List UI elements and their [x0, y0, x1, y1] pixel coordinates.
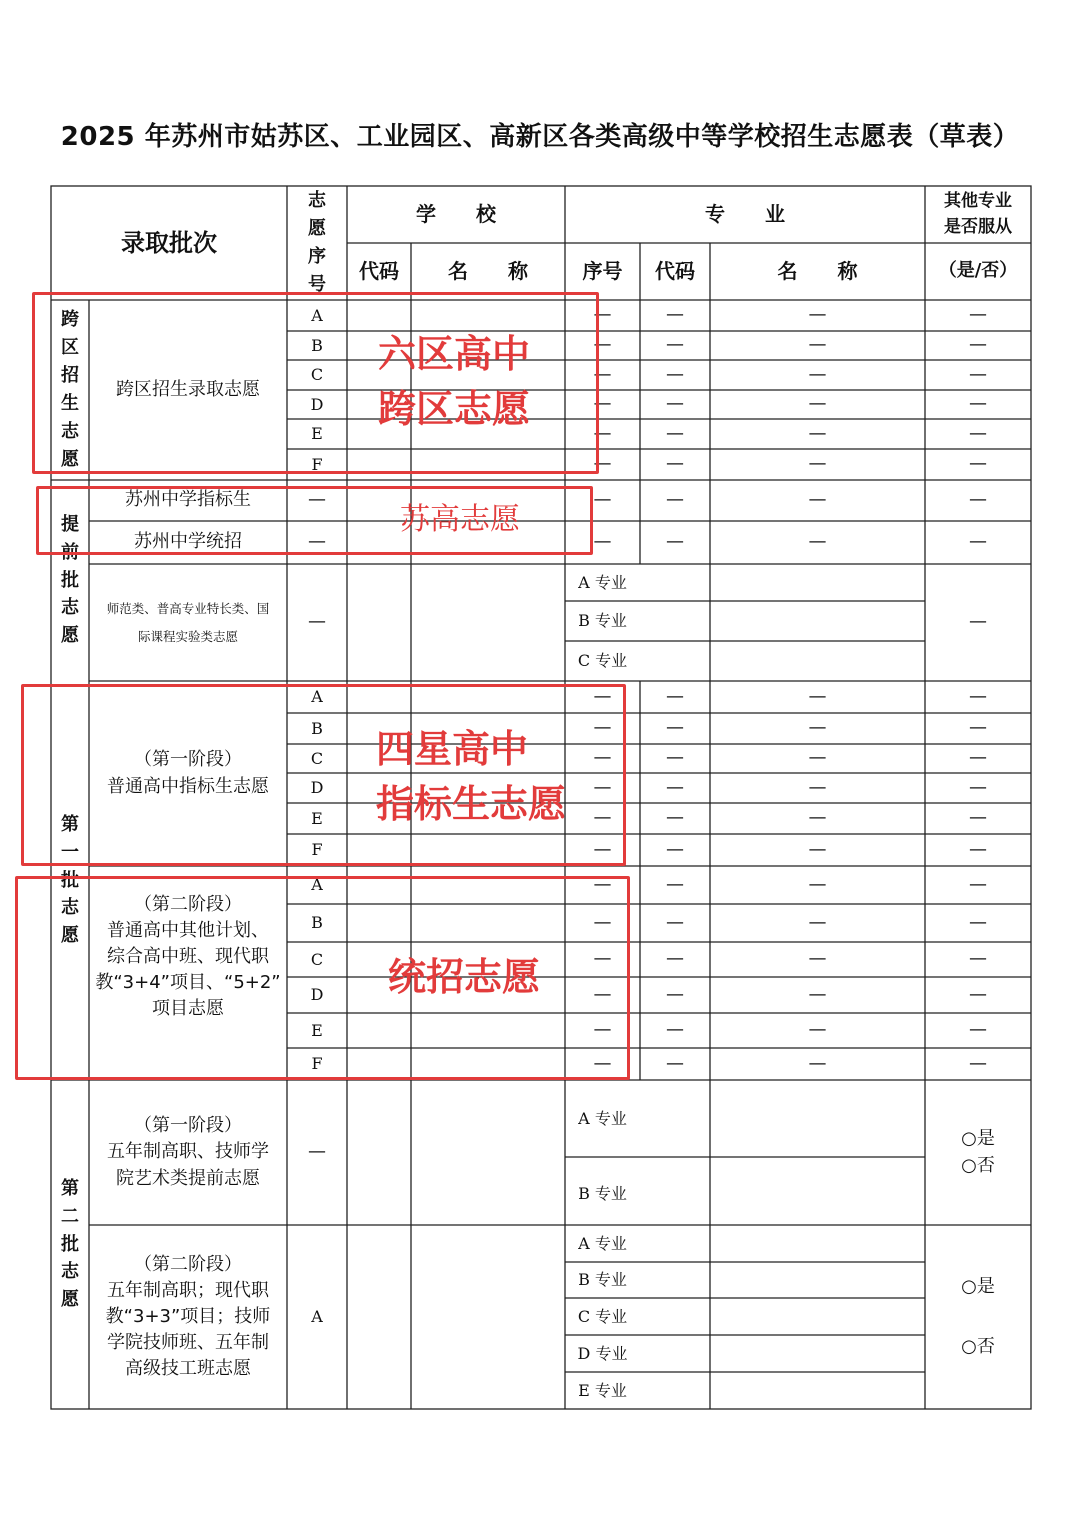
annotation-star	[376, 722, 566, 832]
major-label: D 专业	[577, 1343, 628, 1363]
header-school-code: 代码	[359, 259, 399, 283]
group-label-char: 生	[61, 393, 79, 414]
major-name-dash: —	[808, 1019, 827, 1041]
major-seq-dash: —	[593, 453, 612, 475]
obey-dash: —	[969, 489, 987, 511]
order-letter: C	[310, 949, 324, 969]
order-letter: E	[311, 424, 323, 444]
major-seq-dash: —	[593, 838, 612, 860]
choice-no[interactable]: ○否	[961, 1154, 995, 1176]
category-line: 高级技工班志愿	[125, 1358, 251, 1380]
obey-dash: —	[969, 717, 987, 739]
major-code-dash: —	[666, 807, 684, 829]
major-seq-dash: —	[593, 363, 612, 385]
header-obey	[925, 186, 1031, 243]
category-line: （第二阶段）	[134, 894, 242, 915]
major-code-dash: —	[666, 393, 684, 415]
major-seq-dash: —	[593, 776, 612, 798]
major-seq-dash: —	[593, 489, 612, 511]
major-code-dash: —	[666, 363, 684, 385]
header-order-char: 愿	[308, 218, 326, 240]
major-code-dash: —	[666, 948, 684, 970]
category-suzhong-unified: 苏州中学统招	[134, 531, 242, 553]
group-label-second	[51, 1080, 89, 1409]
group-label-char: 志	[61, 1261, 79, 1283]
major-name-dash: —	[808, 422, 827, 444]
category-line: （第二阶段）	[134, 1253, 242, 1275]
obey-choice	[925, 1225, 1031, 1409]
header-major-name: 名 称	[777, 259, 858, 283]
major-code-dash: —	[666, 983, 684, 1005]
category-second-stage2	[89, 1225, 287, 1409]
major-label: B 专业	[578, 611, 627, 631]
category-cross: 跨区招生录取志愿	[116, 378, 260, 400]
obey-dash: —	[969, 422, 987, 444]
obey-dash: —	[969, 453, 987, 475]
major-name-dash: —	[808, 948, 827, 970]
obey-dash: —	[969, 334, 987, 356]
major-code-dash: —	[666, 747, 684, 769]
group-label-char: 前	[61, 541, 79, 563]
major-seq-dash: —	[593, 393, 612, 415]
major-seq-dash: —	[593, 531, 612, 553]
major-seq-dash: —	[593, 807, 612, 829]
major-label: A 专业	[578, 1233, 627, 1253]
header-school-name: 名 称	[448, 259, 528, 283]
major-code-dash: —	[666, 489, 684, 511]
header-order	[287, 186, 347, 300]
major-seq-dash: —	[593, 948, 612, 970]
major-label: B 专业	[578, 1270, 627, 1290]
group-label-char: 一	[61, 841, 79, 863]
category-special	[89, 564, 287, 681]
major-name-dash: —	[808, 983, 827, 1005]
major-name-dash: —	[808, 685, 827, 707]
major-code-dash: —	[666, 717, 684, 739]
order-letter: C	[310, 365, 324, 385]
annotation-line: 四星高中	[376, 727, 529, 771]
category-line: 师范类、普高专业特长类、国	[106, 601, 270, 616]
header-batch: 录取批次	[121, 228, 217, 257]
major-label: B 专业	[578, 1183, 627, 1203]
group-label-char: 愿	[61, 448, 79, 470]
group-label-char: 愿	[61, 925, 79, 947]
major-code-dash: —	[666, 1052, 684, 1074]
order-letter: F	[311, 1054, 323, 1074]
group-label-char: 志	[61, 897, 79, 919]
category-line: （第一阶段）	[134, 749, 242, 771]
obey-dash: —	[969, 363, 987, 385]
major-name-dash: —	[808, 911, 827, 933]
major-name-dash: —	[808, 334, 827, 356]
major-name-dash: —	[808, 838, 827, 860]
choice-yes[interactable]: ○是	[961, 1275, 995, 1297]
category-line: 综合高中班、现代职	[107, 946, 269, 968]
category-line: 普通高中指标生志愿	[107, 775, 269, 797]
major-seq-dash: —	[593, 1019, 612, 1041]
order-letter: A	[311, 1307, 323, 1327]
group-label-char: 跨	[61, 309, 79, 331]
major-code-dash: —	[666, 453, 684, 475]
annotation-line: 指标生志愿	[376, 782, 567, 827]
major-name-dash: —	[808, 393, 827, 415]
order-letter: B	[311, 335, 323, 355]
category-line: 五年制高职、技师学	[107, 1141, 269, 1163]
major-label: A 专业	[578, 572, 627, 592]
header-major-seq: 序号	[582, 259, 623, 283]
major-seq-dash: —	[593, 304, 612, 326]
group-label-char: 第	[61, 813, 79, 835]
group-label-char: 批	[61, 569, 79, 591]
category-line: 院艺术类提前志愿	[116, 1167, 260, 1189]
category-second-stage1	[89, 1080, 287, 1225]
order-letter: B	[311, 913, 323, 933]
obey-dash: —	[969, 911, 987, 933]
major-label: C 专业	[577, 651, 628, 671]
major-code-dash: —	[666, 531, 684, 553]
order-letter: D	[310, 985, 324, 1005]
major-seq-dash: —	[593, 1052, 612, 1074]
major-label: C 专业	[577, 1306, 628, 1326]
order-letter: F	[311, 454, 323, 474]
major-name-dash: —	[808, 873, 827, 895]
header-major-code: 代码	[655, 259, 695, 283]
order-letter: E	[311, 808, 323, 828]
major-seq-dash: —	[593, 717, 612, 739]
header-yesno: （是/否）	[938, 260, 1018, 282]
obey-dash: —	[969, 611, 987, 633]
major-code-dash: —	[666, 304, 684, 326]
annotation-cross	[378, 327, 530, 437]
category-line: （第一阶段）	[134, 1115, 242, 1137]
group-label-char: 志	[61, 597, 79, 619]
group-label-char: 志	[61, 420, 79, 442]
order-dash: —	[308, 1141, 326, 1163]
major-name-dash: —	[808, 453, 827, 475]
category-line: 普通高中其他计划、	[107, 920, 269, 942]
order-letter: E	[311, 1020, 323, 1040]
obey-dash: —	[969, 531, 987, 553]
group-label-char: 招	[61, 365, 79, 387]
order-letter: A	[311, 687, 323, 707]
major-code-dash: —	[666, 776, 684, 798]
choice-no[interactable]: ○否	[961, 1336, 995, 1357]
major-code-dash: —	[666, 685, 684, 707]
major-code-dash: —	[666, 911, 684, 933]
obey-dash: —	[969, 685, 987, 707]
major-code-dash: —	[666, 873, 684, 895]
group-label-char: 二	[61, 1205, 79, 1227]
category-line: 际课程实验类志愿	[137, 628, 238, 644]
obey-dash: —	[969, 1019, 987, 1041]
major-code-dash: —	[666, 1019, 684, 1041]
obey-dash: —	[969, 747, 987, 769]
group-label-char: 愿	[61, 1289, 79, 1311]
major-name-dash: —	[808, 363, 827, 385]
major-name-dash: —	[808, 531, 827, 553]
obey-dash: —	[969, 948, 987, 970]
group-label-char: 批	[61, 1233, 79, 1255]
header-order-char: 序	[308, 246, 326, 267]
header-obey-line: 其他专业	[944, 191, 1012, 211]
annotation-suzhong: 苏高志愿	[400, 502, 520, 537]
obey-dash: —	[969, 807, 987, 829]
obey-dash: —	[969, 873, 987, 895]
annotation-line: 六区高中	[378, 332, 531, 376]
major-name-dash: —	[808, 304, 827, 326]
group-label-char: 区	[61, 337, 79, 359]
order-letter: C	[310, 748, 324, 768]
category-line: 教“3+4”项目、“5+2”	[95, 972, 281, 994]
major-name-dash: —	[808, 717, 827, 739]
major-seq-dash: —	[593, 685, 612, 707]
header-order-char: 号	[308, 273, 326, 295]
obey-dash: —	[969, 983, 987, 1005]
major-code-dash: —	[666, 334, 684, 356]
order-letter: F	[311, 840, 323, 860]
header-major: 专 业	[705, 202, 785, 226]
obey-dash: —	[969, 1052, 987, 1074]
annotation-unified: 统招志愿	[388, 955, 541, 999]
obey-dash: —	[969, 838, 987, 860]
order-letter: A	[311, 875, 323, 895]
obey-dash: —	[969, 304, 987, 326]
obey-dash: —	[969, 776, 987, 798]
order-letter: D	[310, 394, 324, 414]
page-title: 2025 年苏州市姑苏区、工业园区、高新区各类高级中等学校招生志愿表（草表）	[60, 122, 1020, 152]
major-seq-dash: —	[593, 983, 612, 1005]
group-label-char: 愿	[61, 625, 79, 647]
major-name-dash: —	[808, 489, 827, 511]
major-code-dash: —	[666, 838, 684, 860]
major-seq-dash: —	[593, 422, 612, 444]
category-line: 项目志愿	[152, 998, 224, 1020]
major-label: E 专业	[578, 1380, 627, 1400]
group-label-char: 批	[61, 869, 79, 891]
major-code-dash: —	[666, 422, 684, 444]
choice-yes[interactable]: ○是	[961, 1128, 995, 1150]
order-dash: —	[308, 531, 326, 553]
order-dash: —	[308, 489, 326, 511]
order-letter: B	[311, 718, 323, 738]
group-label-char: 第	[61, 1177, 79, 1199]
major-seq-dash: —	[593, 911, 612, 933]
order-letter: A	[311, 305, 323, 325]
obey-dash: —	[969, 393, 987, 415]
category-line: 学院技师班、五年制	[107, 1332, 269, 1354]
header-obey-line: 是否服从	[944, 216, 1012, 237]
major-name-dash: —	[808, 776, 827, 798]
order-letter: D	[310, 778, 324, 798]
major-seq-dash: —	[593, 747, 612, 769]
group-label-char: 提	[61, 513, 79, 535]
annotation-line: 跨区志愿	[378, 387, 531, 432]
major-seq-dash: —	[593, 873, 612, 895]
category-line: 教“3+3”项目；技师	[105, 1305, 271, 1327]
order-dash: —	[308, 611, 326, 633]
category-line: 五年制高职；现代职	[107, 1279, 269, 1301]
category-suzhong-quota: 苏州中学指标生	[125, 489, 251, 511]
header-order-char: 志	[308, 190, 326, 212]
major-name-dash: —	[808, 807, 827, 829]
header-school: 学 校	[416, 202, 496, 226]
major-seq-dash: —	[593, 334, 612, 356]
major-label: A 专业	[578, 1108, 627, 1128]
major-name-dash: —	[808, 1052, 827, 1074]
major-name-dash: —	[808, 747, 827, 769]
obey-choice	[925, 1080, 1031, 1225]
